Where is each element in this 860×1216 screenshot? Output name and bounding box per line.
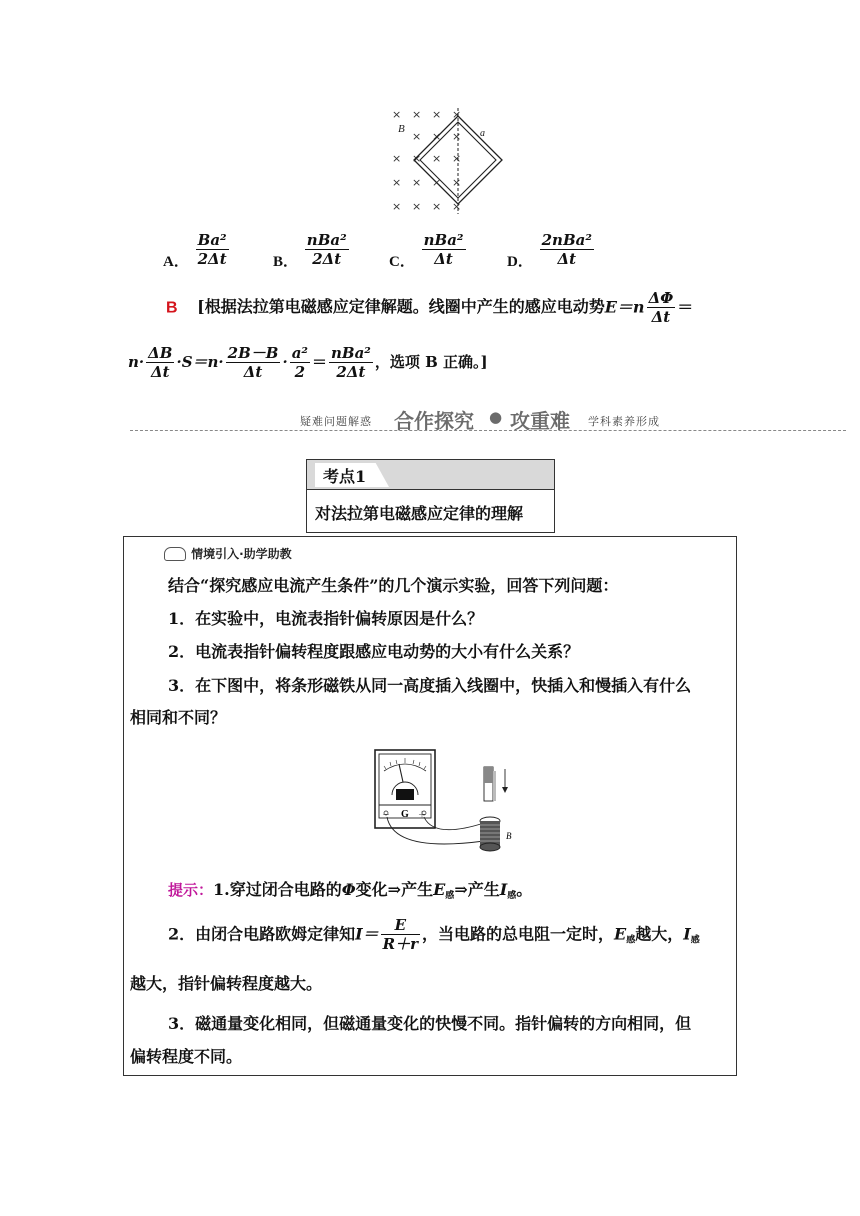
svg-text:×: ×: [452, 176, 462, 189]
svg-text:×: ×: [392, 176, 402, 189]
question-1: 1．在实验中，电流表指针偏转原因是什么？: [168, 609, 484, 628]
svg-text:×: ×: [412, 200, 422, 213]
svg-text:×: ×: [452, 108, 462, 121]
galvanometer-coil-figure: [372, 749, 532, 861]
topic-box: [306, 459, 555, 533]
hint-line-2-cont: 越大，指针偏转程度越大。: [130, 974, 323, 993]
svg-text:×: ×: [392, 108, 402, 121]
answer-line-1: B [根据法拉第电磁感应定律解题。线圈中产生的感应电动势E＝n $\frac{\Delta\Phi}{\Delta t}$ ＝: [166, 289, 694, 326]
svg-text:×: ×: [412, 152, 422, 165]
question-3-line-1: 3．在下图中，将条形磁铁从同一高度插入线圈中，快插入和慢插入有什么: [168, 676, 692, 695]
banner-title-1: 合作探究: [394, 409, 474, 433]
answer-letter: B: [166, 299, 178, 317]
hint-line-3-cont: 偏转程度不同。: [130, 1047, 243, 1066]
svg-text:×: ×: [412, 130, 422, 143]
box-header: 情境引入·助学助教: [164, 543, 292, 561]
coil-label-B: B: [506, 831, 512, 841]
magnetic-field-loop-figure: [388, 106, 508, 218]
answer-options: [163, 232, 643, 280]
svg-text:×: ×: [452, 152, 462, 165]
banner-left-text: 疑难问题解惑: [300, 415, 372, 428]
banner-right-text: 学科素养形成: [588, 415, 660, 428]
svg-text:×: ×: [392, 152, 402, 165]
side-label-a: a: [480, 128, 485, 139]
hint-label: 提示：: [168, 881, 214, 899]
svg-text:×: ×: [452, 200, 462, 213]
svg-text:×: ×: [392, 200, 402, 213]
box-intro: 结合“探究感应电流产生条件”的几个演示实验，回答下列问题：: [168, 576, 619, 595]
banner-divider: [130, 430, 846, 431]
question-2: 2．电流表指针偏转程度跟感应电动势的大小有什么关系？: [168, 642, 580, 661]
meter-minus-label: －: [382, 810, 390, 819]
option-c: C． $\frac{\text{nBa²}}{\Delta t}$: [389, 231, 464, 270]
svg-text:×: ×: [432, 152, 442, 165]
banner-arrow-icon: ●: [489, 408, 503, 426]
svg-text:×: ×: [432, 200, 442, 213]
svg-text:×: ×: [412, 108, 422, 121]
svg-text:×: ×: [432, 108, 442, 121]
banner-title-2: 攻重难: [510, 409, 570, 433]
answer-line-2: n· $\frac{\Delta B}{\Delta t}$ ·S＝n· $\frac{2B-B}{\Delta t}$ · $\frac{\text{a²}}{2}$ ＝ $\frac{\text{nBa²}}{2\Delta t}$ ，选项 B 正确。]: [128, 344, 488, 381]
option-b: B． $\frac{\text{nBa²}}{2\Delta t}$: [273, 231, 347, 270]
hint-line-2: 2．由闭合电路欧姆定律知I＝ $\frac{E}{R+r}$ ，当电路的总电阻一定时，$E_感$越大，$I_感$: [168, 916, 700, 953]
svg-text:×: ×: [412, 176, 422, 189]
svg-text:×: ×: [432, 130, 442, 143]
meter-plus-label: ＋: [418, 810, 426, 819]
svg-text:×: ×: [452, 130, 462, 143]
hands-icon: [164, 547, 186, 561]
meter-G-label: G: [401, 809, 409, 820]
field-label-B: B: [398, 123, 405, 135]
option-a: A． $\frac{\text{Ba²}}{2\Delta t}$: [163, 231, 227, 270]
question-3-line-2: 相同和不同？: [130, 708, 227, 727]
section-banner: [130, 404, 846, 436]
svg-text:×: ×: [432, 176, 442, 189]
topic-title: 对法拉第电磁感应定律的理解: [315, 504, 524, 523]
option-d: D． $\frac{\text{2nBa²}}{\Delta t}$: [507, 231, 592, 270]
topic-label: 考点1: [323, 467, 367, 486]
hint-line-1: 提示：1.穿过闭合电路的Φ变化⇒产生$E_感\Rightarrow$产生$I_感$。: [168, 880, 533, 901]
hint-line-3: 3．磁通量变化相同，但磁通量变化的快慢不同。指针偏转的方向相同，但: [168, 1014, 692, 1033]
scenario-box: [123, 536, 737, 1076]
